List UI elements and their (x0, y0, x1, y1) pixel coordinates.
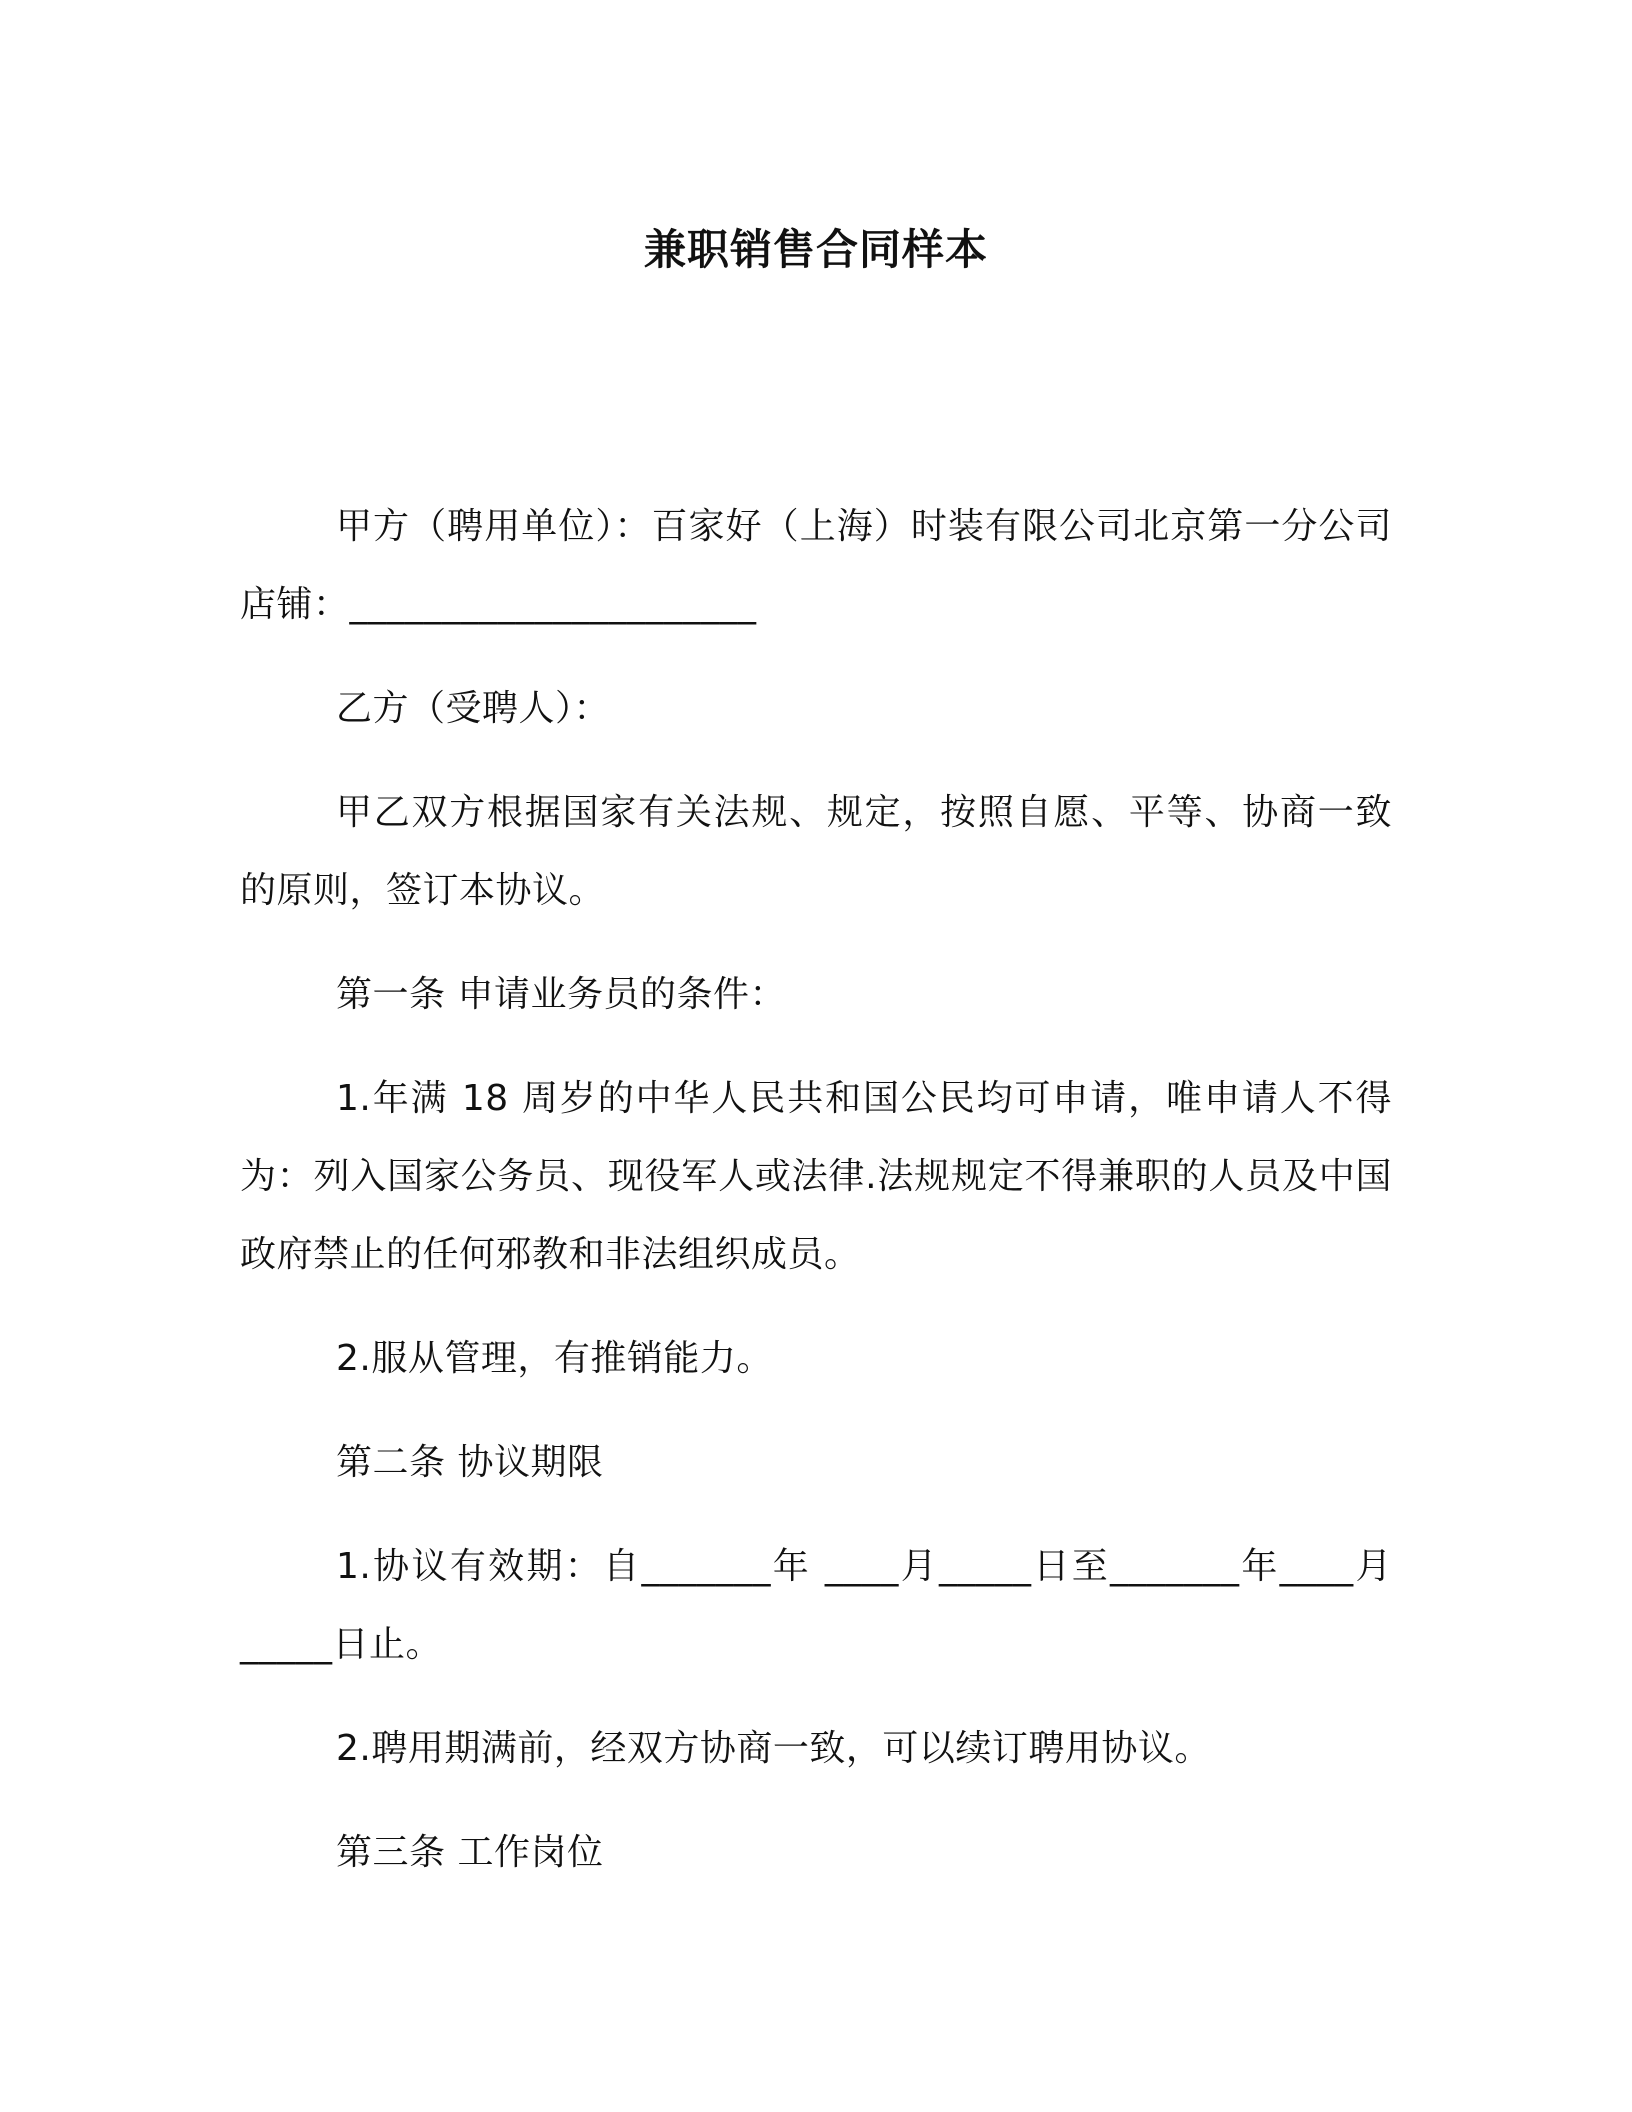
article-3-heading: 第三条 工作岗位 (336, 1832, 604, 1873)
document-body (240, 488, 1392, 1892)
preamble-paragraph: 甲乙双方根据国家有关法规、规定，按照自愿、平等、协商一致的原则，签订本协议。 (240, 792, 1392, 911)
party-a-paragraph: 甲方（聘用单位）：百家好（上海）时装有限公司北京第一分公司 店铺：______________________ (240, 506, 1392, 625)
document-title: 兼职销售合同样本 (643, 225, 988, 274)
article-2-item-2: 2.聘用期满前，经双方协商一致，可以续订聘用协议。 (336, 1728, 1211, 1769)
article-2-item-1: 1.协议有效期：自_______年 ____月_____日至_______年____月_____日止。 (240, 1546, 1392, 1665)
article-1-heading: 第一条 申请业务员的条件： (336, 974, 786, 1015)
party-b-paragraph: 乙方（受聘人）： (336, 688, 611, 729)
article-2-heading: 第二条 协议期限 (336, 1442, 604, 1483)
article-1-item-2: 2.服从管理，有推销能力。 (336, 1338, 773, 1379)
article-1-item-1: 1.年满 18 周岁的中华人民共和国公民均可申请，唯申请人不得为：列入国家公务员、现役军人或法律.法规规定不得兼职的人员及中国政府禁止的任何邪教和非法组织成员。 (240, 1078, 1392, 1275)
